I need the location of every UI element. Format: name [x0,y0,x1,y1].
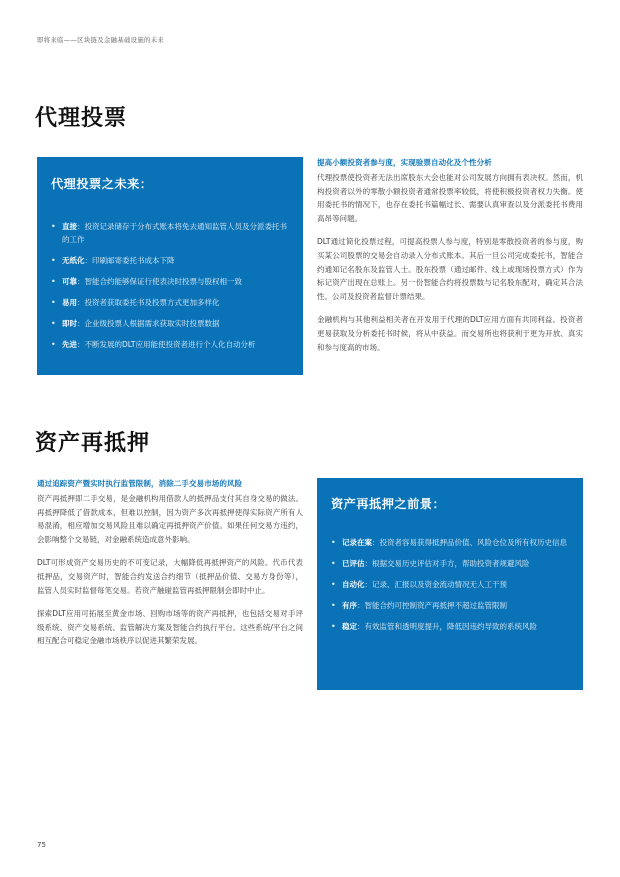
bullet-icon: • [331,601,336,610]
list-item: • 自动化：记录、汇报以及资金流动情况无人工干预 [331,580,507,589]
list-item: • 直接：投资记录储存于分布式账本将免去通知监管人员及分派委托书的工作 [51,222,287,244]
list-item: • 记录在案：投资者容易获得抵押品价值、风险仓位及所有权历史信息 [331,538,567,547]
running-header: 即将来临——区块链及金融基础设施的未来 [37,36,165,44]
bullet-icon: • [51,319,56,328]
bullet-icon: • [331,538,336,547]
list-item: • 即时：企业级投票人根据需求获取实时投票数据 [51,319,220,328]
proxy-voting-box-title: 代理投票之未来： [51,177,153,191]
proxy-voting-benefits-list [51,220,289,351]
bullet-icon: • [51,277,56,286]
bullet-icon: • [51,222,56,231]
list-item: • 无纸化：印刷邮寄委托书成本下降 [51,256,175,265]
proxy-voting-future-box [37,157,303,375]
rehypothecation-subtitle: 通过追踪资产暨实时执行监管限制，消除二手交易市场的风险 [37,479,243,488]
list-item: • 稳定：有效监管和透明度提升，降低因违约导致的系统风险 [331,622,537,631]
list-item: • 可靠：智能合约能够保证行使表决时投票与股权相一致 [51,277,242,286]
bullet-icon: • [331,622,336,631]
bullet-icon: • [331,559,336,568]
list-item: • 先进：不断发展的DLT应用能使投资者进行个人化自动分析 [51,340,256,349]
rehypothecation-box-title: 资产再抵押之前景： [331,497,446,511]
paragraph: 代理投票使投资者无法出席股东大会也能对公司发展方向拥有表决权。然而，机构投资者以外的零散小额投资者通常投票率较低，将使积极投资者权力失衡。使用委托书的情况下，也存在委托书篇幅过长、需要认真审查以及分派委托书费用高昂等问题。 [317,173,583,223]
bullet-icon: • [51,256,56,265]
bullet-icon: • [331,580,336,589]
rehypothecation-text-column [37,478,303,658]
section-title-proxy-voting: 代理投票 [35,106,128,131]
paragraph: DLT可形成资产交易历史的不可变记录，大幅降低再抵押资产的风险。代币代表抵押品，交易资产时，智能合约发送合约细节（抵押品价值、交易方身份等），监管人员实时监督每笔交易。若资产触碰监管再抵押限制会即时中止。 [37,558,303,595]
paragraph: 探索DLT应用可拓展至黄金市场、回购市场等的资产再抵押，也包括交易对手评级系统、资产交易系统、监管解决方案及智能合约执行平台。这些系统/平台之间相互配合可稳定金融市场秩序以促进其繁荣发展。 [37,609,303,646]
rehypothecation-benefits-list [331,536,569,633]
section-title-rehypothecation: 资产再抵押 [35,431,151,456]
proxy-voting-subtitle: 提高小额投资者参与度，实现验票自动化及个性分析 [317,158,492,167]
paragraph: DLT通过简化投票过程，可提高投票人参与度，特别是零散投资者的参与度，购买某公司股票的交易会自动录入分布式账本。其后一旦公司完成委托书，智能合约通知记名股东及监管人士。股东投票（通过邮件、线上或现场投票方式）作为标记资产出现在总账上。另一份智能合约将投票数与记名股东配对，确定其合法性。公司及投资者监督计票结果。 [317,237,583,301]
list-item: • 有序：智能合约可控制资产再抵押不超过监管限制 [331,601,507,610]
page-number: 75 [37,841,46,849]
list-item: • 已评估：根据交易历史评估对手方，帮助投资者规避风险 [331,559,530,568]
bullet-icon: • [51,340,56,349]
bullet-icon: • [51,298,56,307]
proxy-voting-text-column [317,157,583,364]
rehypothecation-prospects-box [317,478,583,690]
paragraph: 资产再抵押即二手交易，是金融机构用借款人的抵押品支付其自身交易的做法。再抵押降低了借款成本，但难以控制，因为资产多次再抵押使得实际资产所有人易混淆，相应增加交易风险且难以确定再抵押资产价值。如果任何交易方违约，会影响整个交易链，对金融系统造成意外影响。 [37,494,303,544]
list-item: • 易用：投资者获取委托书及投票方式更加多样化 [51,298,220,307]
paragraph: 金融机构与其他利益相关者在开发用于代理的DLT应用方面有共同利益。投资者更易获取及分析委托书时候，将从中获益。而交易所也将获利于更为开放、真实和参与度高的市场。 [317,315,583,352]
